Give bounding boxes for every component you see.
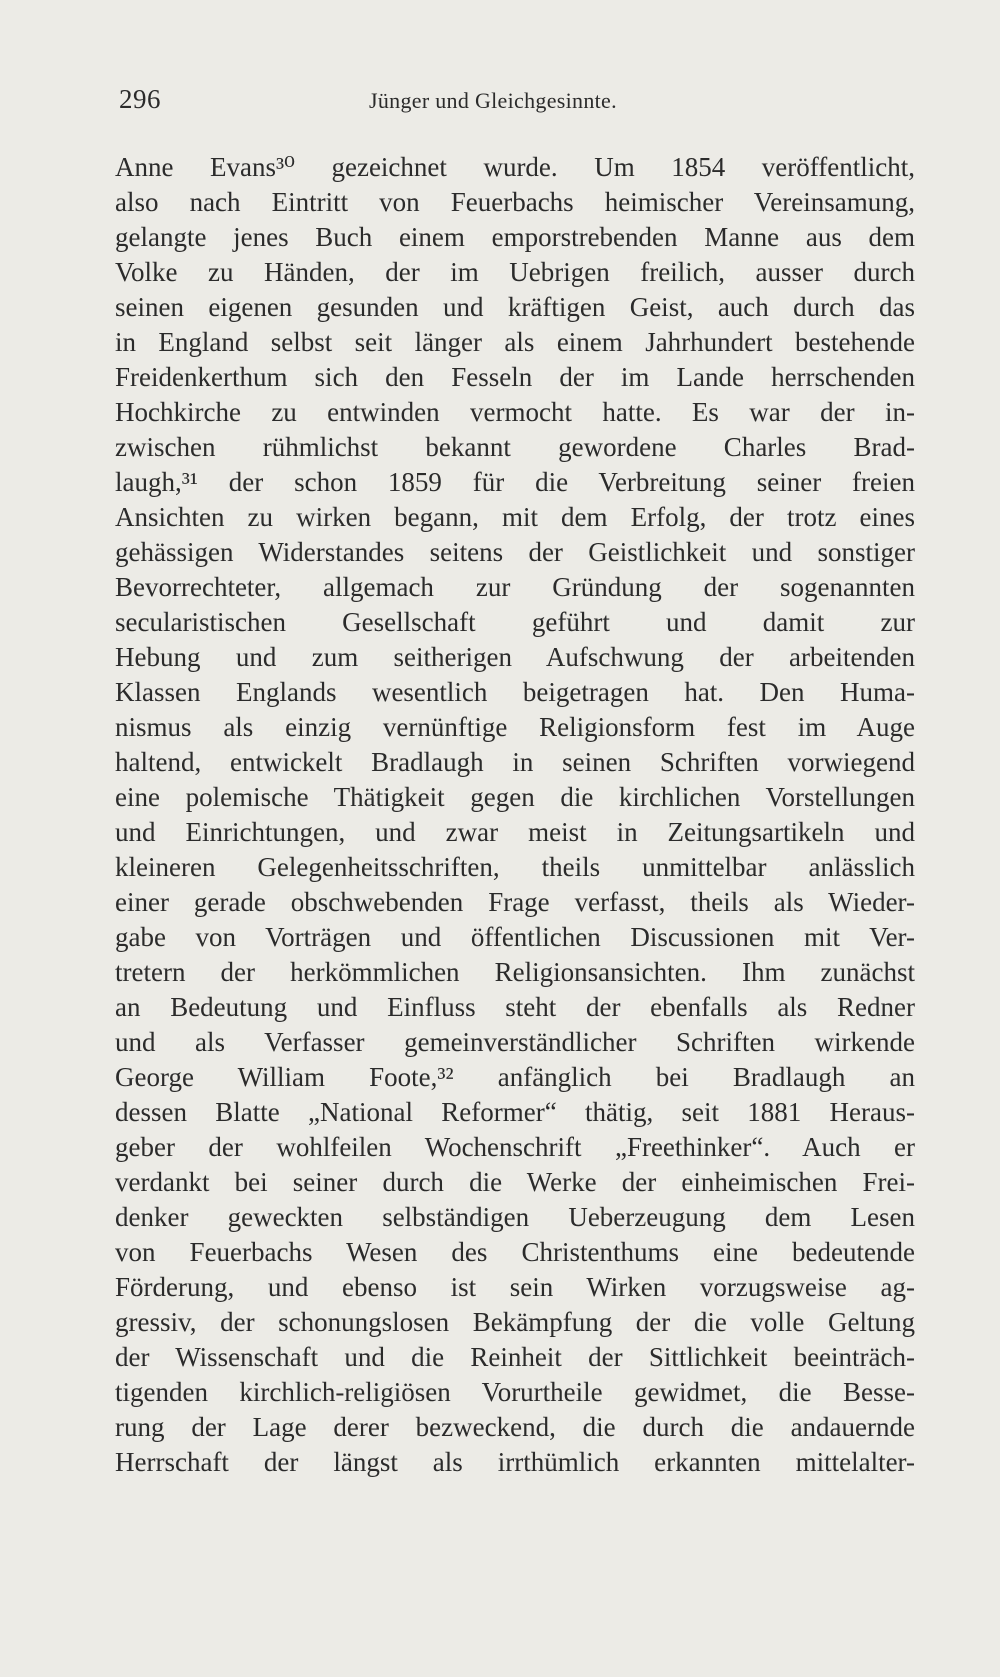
text-line: gelangte jenes Buch einem emporstrebenden Manne aus dem [115, 222, 915, 252]
text-line: gabe von Vorträgen und öffentlichen Discussionen mit Ver- [115, 922, 915, 952]
text-line: seinen eigenen gesunden und kräftigen Geist, auch durch das [115, 292, 915, 322]
text-line: Volke zu Händen, der im Uebrigen freilich, ausser durch [115, 257, 915, 287]
text-line: einer gerade obschwebenden Frage verfasst, theils als Wieder- [115, 887, 915, 917]
text-line: eine polemische Thätigkeit gegen die kirchlichen Vorstellungen [115, 782, 915, 812]
text-line: kleineren Gelegenheitsschriften, theils unmittelbar anlässlich [115, 852, 915, 882]
page-number: 296 [119, 84, 161, 114]
text-line: verdankt bei seiner durch die Werke der einheimischen Frei- [115, 1167, 915, 1197]
text-line: denker geweckten selbständigen Ueberzeugung dem Lesen [115, 1202, 915, 1232]
running-head: Jünger und Gleichgesinnte. [369, 88, 617, 113]
text-line: nismus als einzig vernünftige Religionsform fest im Auge [115, 712, 915, 742]
text-line: Klassen Englands wesentlich beigetragen hat. Den Huma- [115, 677, 915, 707]
text-line: rung der Lage derer bezweckend, die durch die andauernde [115, 1412, 915, 1442]
text-line: dessen Blatte „National Reformer“ thätig, seit 1881 Heraus- [115, 1097, 915, 1127]
text-line: der Wissenschaft und die Reinheit der Sittlichkeit beeinträch- [115, 1342, 915, 1372]
text-line: laugh,³¹ der schon 1859 für die Verbreitung seiner freien [115, 467, 915, 497]
text-line: haltend, entwickelt Bradlaugh in seinen Schriften vorwiegend [115, 747, 915, 777]
text-line: Herrschaft der längst als irrthümlich erkannten mittelalter- [115, 1447, 915, 1477]
text-line: secularistischen Gesellschaft geführt und damit zur [115, 607, 915, 637]
text-line: zwischen rühmlichst bekannt gewordene Charles Brad- [115, 432, 915, 462]
text-line: Anne Evans³⁰ gezeichnet wurde. Um 1854 veröffentlicht, [115, 152, 915, 182]
text-line: und Einrichtungen, und zwar meist in Zeitungsartikeln und [115, 817, 915, 847]
text-line: Hebung und zum seitherigen Aufschwung der arbeitenden [115, 642, 915, 672]
text-line: tigenden kirchlich-religiösen Vorurtheile gewidmet, die Besse- [115, 1377, 915, 1407]
text-line: Bevorrechteter, allgemach zur Gründung der sogenannten [115, 572, 915, 602]
text-line: in England selbst seit länger als einem Jahrhundert bestehende [115, 327, 915, 357]
text-line: also nach Eintritt von Feuerbachs heimischer Vereinsamung, [115, 187, 915, 217]
text-line: an Bedeutung und Einfluss steht der ebenfalls als Redner [115, 992, 915, 1022]
text-line: Freidenkerthum sich den Fesseln der im Lande herrschenden [115, 362, 915, 392]
text-line: Ansichten zu wirken begann, mit dem Erfolg, der trotz eines [115, 502, 915, 532]
page-header [119, 84, 885, 124]
body-text [115, 150, 915, 1480]
text-line: von Feuerbachs Wesen des Christenthums eine bedeutende [115, 1237, 915, 1267]
text-line: und als Verfasser gemeinverständlicher Schriften wirkende [115, 1027, 915, 1057]
text-line: Hochkirche zu entwinden vermocht hatte. Es war der in- [115, 397, 915, 427]
text-line: gressiv, der schonungslosen Bekämpfung der die volle Geltung [115, 1307, 915, 1337]
text-line: geber der wohlfeilen Wochenschrift „Freethinker“. Auch er [115, 1132, 915, 1162]
text-line: gehässigen Widerstandes seitens der Geistlichkeit und sonstiger [115, 537, 915, 567]
text-line: tretern der herkömmlichen Religionsansichten. Ihm zunächst [115, 957, 915, 987]
text-line: Förderung, und ebenso ist sein Wirken vorzugsweise ag- [115, 1272, 915, 1302]
text-line: George William Foote,³² anfänglich bei Bradlaugh an [115, 1062, 915, 1092]
